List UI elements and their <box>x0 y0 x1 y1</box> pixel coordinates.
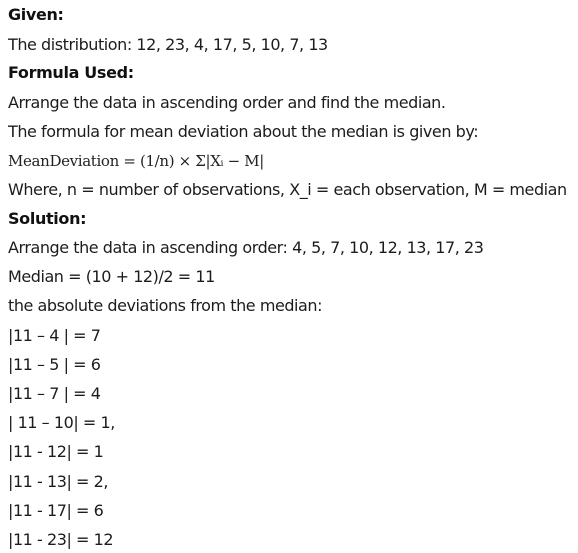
given-heading: Given: <box>8 5 64 24</box>
formula-used-heading: Formula Used: <box>8 63 134 82</box>
deviations-intro-text: the absolute deviations from the median: <box>8 296 323 315</box>
formula-intro-text: The formula for mean deviation about the median is given by: <box>8 122 479 141</box>
deviation-line: | 11 – 10| = 1, <box>8 413 115 432</box>
where-text: Where, n = number of observations, X_i = each observation, M = median <box>8 180 567 199</box>
distribution-text: The distribution: 12, 23, 4, 17, 5, 10, 7, 13 <box>8 35 328 54</box>
deviation-line: |11 - 13| = 2, <box>8 472 108 491</box>
instruction-text: Arrange the data in ascending order and find the median. <box>8 93 446 112</box>
mean-deviation-formula: MeanDeviation = (1/n) × Σ|Xᵢ − M| <box>8 152 264 170</box>
deviation-line: |11 – 5 | = 6 <box>8 355 101 374</box>
deviation-line: |11 – 4 | = 7 <box>8 326 101 345</box>
median-text: Median = (10 + 12)/2 = 11 <box>8 267 215 286</box>
deviation-line: |11 - 17| = 6 <box>8 501 104 520</box>
solution-heading: Solution: <box>8 209 87 228</box>
deviation-line: |11 – 7 | = 4 <box>8 384 101 403</box>
ascending-order-text: Arrange the data in ascending order: 4, 5, 7, 10, 12, 13, 17, 23 <box>8 238 484 257</box>
deviation-line: |11 - 12| = 1 <box>8 442 104 461</box>
deviation-line: |11 - 23| = 12 <box>8 530 114 549</box>
